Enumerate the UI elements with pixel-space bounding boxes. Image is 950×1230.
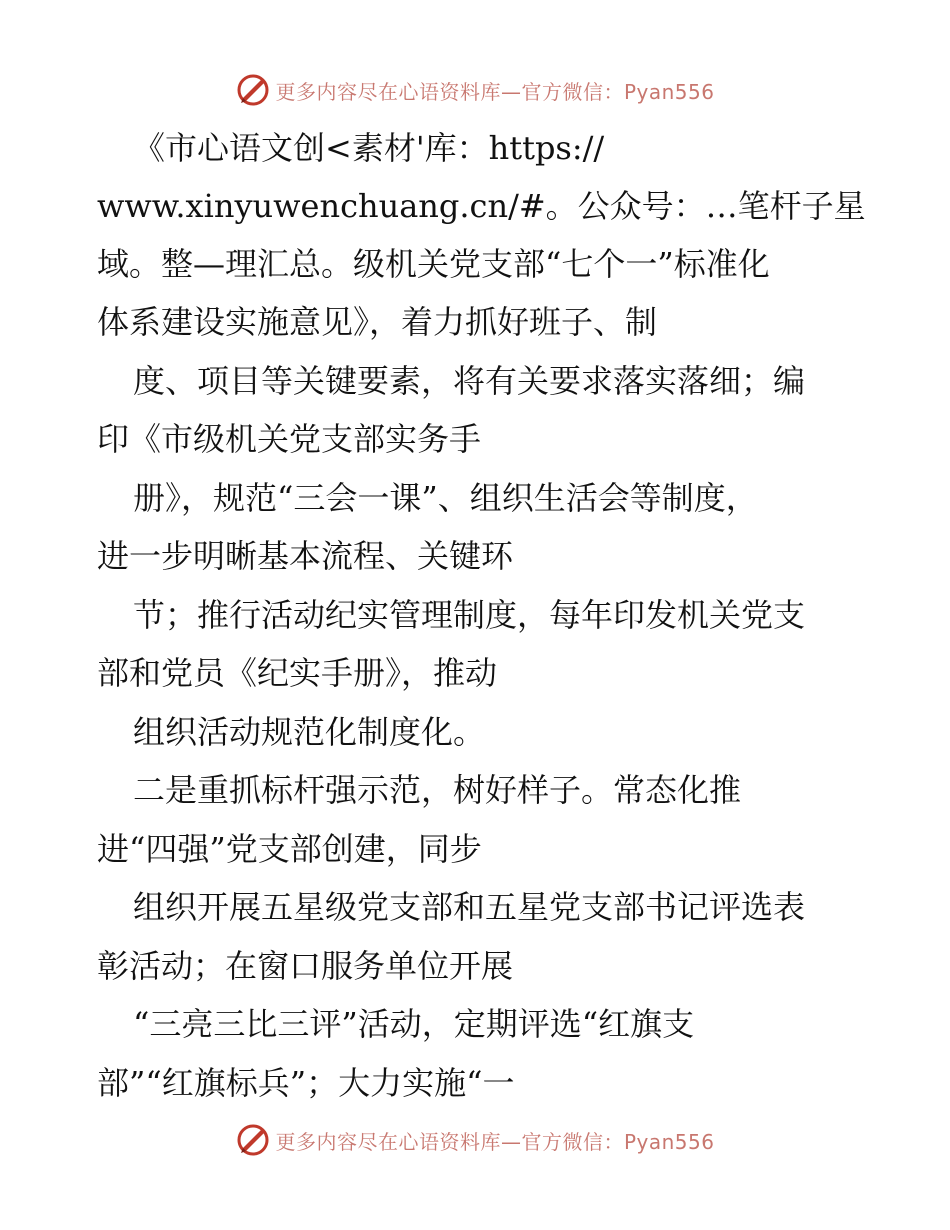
text-line: 体系建设实施意见》，着力抓好班子、制 [97, 303, 658, 341]
text-line: 彰活动；在窗口服务单位开展 [97, 947, 514, 985]
text-line: 进“四强”党支部创建，同步 [97, 830, 482, 868]
text-line: 印《市级机关党支部实务手 [97, 420, 482, 458]
text-line: 域。整—理汇总。级机关党支部“七个一”标准化 [97, 245, 770, 283]
text-line: 节；推行活动纪实管理制度，每年印发机关党支 [133, 596, 806, 634]
text-line: 组织活动规范化制度化。 [133, 713, 486, 751]
text-line: 组织开展五星级党支部和五星党支部书记评选表 [133, 888, 806, 926]
text-line: www.xinyuwenchuang.cn/#。公众号：…笔杆子星 [97, 187, 866, 225]
header-banner-text: 更多内容尽在心语资料库—官方微信：Pyan556 [275, 79, 715, 104]
text-line: 度、项目等关键要素，将有关要求落实落细；编 [133, 362, 806, 400]
pen-logo-icon [235, 1122, 271, 1158]
text-line: “三亮三比三评”活动，定期评选“红旗支 [133, 1005, 695, 1043]
footer-banner [0, 1120, 950, 1160]
text-line: 部”“红旗标兵”；大力实施“一 [97, 1064, 515, 1102]
text-line: 进一步明晰基本流程、关键环 [97, 537, 514, 575]
text-line: 部和党员《纪实手册》，推动 [97, 654, 498, 692]
footer-banner-text: 更多内容尽在心语资料库—官方微信：Pyan556 [275, 1129, 715, 1154]
text-line: 二是重抓标杆强示范，树好样子。常态化推 [133, 771, 742, 809]
text-line: 《市心语文创<素材'库：https:// [133, 129, 605, 167]
text-line: 册》，规范“三会一课”、组织生活会等制度， [133, 479, 758, 517]
